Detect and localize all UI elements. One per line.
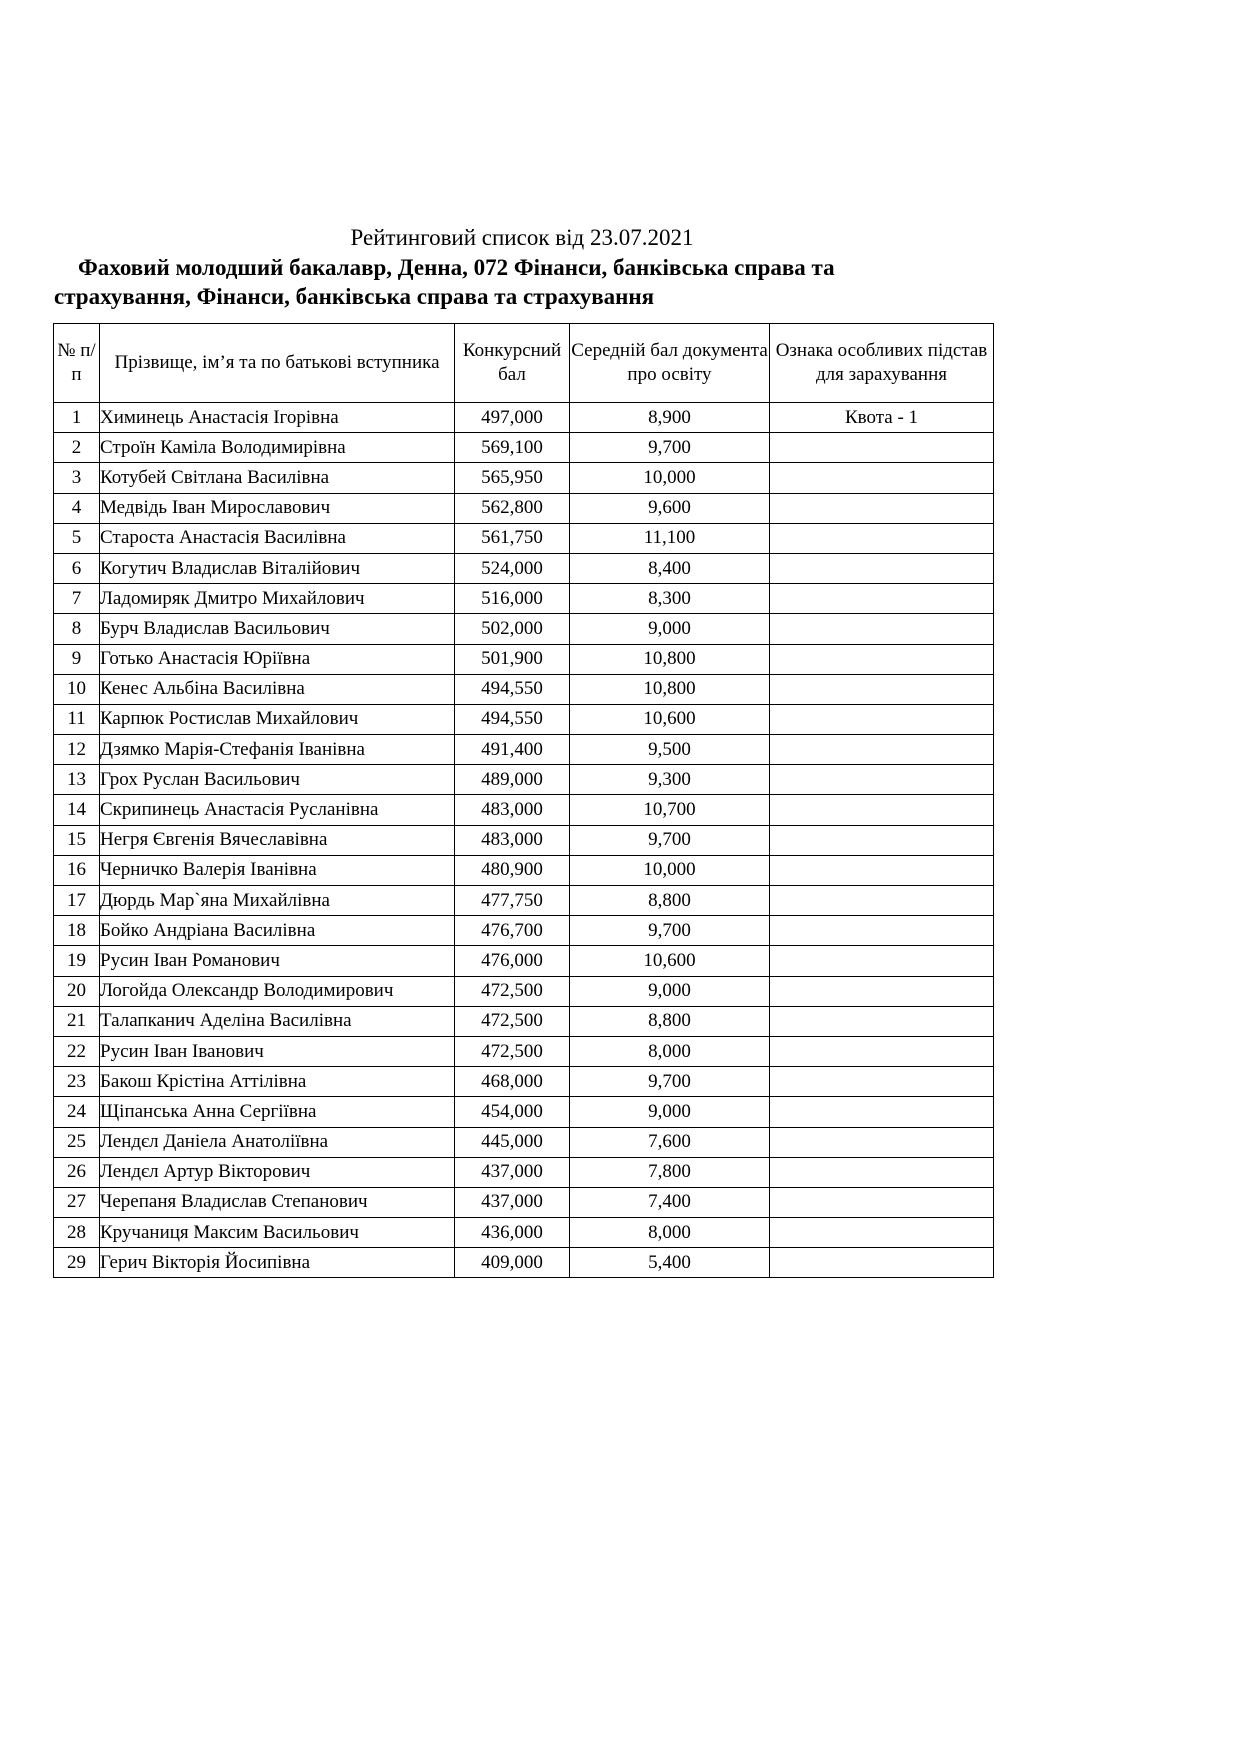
table-row: [54, 584, 994, 614]
cell-flag: [770, 1187, 994, 1217]
table-row: [54, 1187, 994, 1217]
cell-num: 17: [54, 886, 100, 916]
cell-flag: [770, 704, 994, 734]
cell-num: 24: [54, 1097, 100, 1127]
cell-avg: 9,700: [570, 1067, 770, 1097]
cell-name: Скрипинець Анастасія Русланівна: [100, 795, 455, 825]
cell-avg: 8,800: [570, 1006, 770, 1036]
cell-name: Староста Анастасія Василівна: [100, 523, 455, 553]
header-score: Конкурсний бал: [455, 324, 570, 403]
cell-flag: [770, 584, 994, 614]
table-row: [54, 855, 994, 885]
cell-avg: 10,800: [570, 674, 770, 704]
cell-name: Грох Руслан Васильович: [100, 765, 455, 795]
cell-num: 6: [54, 553, 100, 583]
document-subtitle: Фаховий молодший бакалавр, Денна, 072 Фінанси, банківська справа та страхування, Фінанси, банківська справа та страхування: [54, 255, 835, 309]
header-num: № п/п: [54, 324, 100, 403]
header-flag: Ознака особливих підстав для зарахування: [770, 324, 994, 403]
cell-score: 569,100: [455, 433, 570, 463]
cell-score: 491,400: [455, 735, 570, 765]
cell-flag: [770, 886, 994, 916]
rating-table-body: [54, 403, 994, 1278]
cell-num: 14: [54, 795, 100, 825]
table-row: [54, 403, 994, 433]
table-row: [54, 946, 994, 976]
cell-avg: 5,400: [570, 1248, 770, 1278]
header-avg: Середній бал документа про освіту: [570, 324, 770, 403]
cell-avg: 8,800: [570, 886, 770, 916]
cell-avg: 10,000: [570, 855, 770, 885]
cell-name: Строїн Каміла Володимирівна: [100, 433, 455, 463]
table-row: [54, 1157, 994, 1187]
cell-flag: [770, 614, 994, 644]
cell-name: Котубей Світлана Василівна: [100, 463, 455, 493]
cell-score: 516,000: [455, 584, 570, 614]
cell-flag: [770, 644, 994, 674]
cell-flag: [770, 523, 994, 553]
cell-avg: 8,900: [570, 403, 770, 433]
cell-num: 26: [54, 1157, 100, 1187]
cell-name: Когутич Владислав Віталійович: [100, 553, 455, 583]
cell-flag: [770, 463, 994, 493]
cell-score: 454,000: [455, 1097, 570, 1127]
cell-name: Химинець Анастасія Ігорівна: [100, 403, 455, 433]
table-row: [54, 614, 994, 644]
table-row: [54, 553, 994, 583]
cell-score: 524,000: [455, 553, 570, 583]
cell-score: 483,000: [455, 795, 570, 825]
cell-score: 437,000: [455, 1157, 570, 1187]
header-row: [54, 324, 994, 403]
cell-name: Кенес Альбіна Василівна: [100, 674, 455, 704]
cell-num: 2: [54, 433, 100, 463]
cell-flag: [770, 765, 994, 795]
cell-score: 437,000: [455, 1187, 570, 1217]
cell-num: 21: [54, 1006, 100, 1036]
cell-avg: 9,000: [570, 1097, 770, 1127]
cell-avg: 7,600: [570, 1127, 770, 1157]
cell-score: 561,750: [455, 523, 570, 553]
cell-num: 27: [54, 1187, 100, 1217]
cell-num: 23: [54, 1067, 100, 1097]
cell-num: 13: [54, 765, 100, 795]
cell-name: Дюрдь Мар`яна Михайлівна: [100, 886, 455, 916]
cell-name: Щіпанська Анна Сергіївна: [100, 1097, 455, 1127]
cell-num: 1: [54, 403, 100, 433]
cell-name: Лендєл Даніела Анатоліївна: [100, 1127, 455, 1157]
cell-score: 494,550: [455, 704, 570, 734]
cell-avg: 10,700: [570, 795, 770, 825]
cell-avg: 9,300: [570, 765, 770, 795]
cell-num: 16: [54, 855, 100, 885]
cell-score: 436,000: [455, 1218, 570, 1248]
cell-score: 445,000: [455, 1127, 570, 1157]
cell-flag: [770, 1127, 994, 1157]
rating-table: [53, 323, 994, 1278]
cell-num: 20: [54, 976, 100, 1006]
cell-score: 472,500: [455, 976, 570, 1006]
cell-name: Бурч Владислав Васильович: [100, 614, 455, 644]
cell-flag: [770, 1006, 994, 1036]
cell-name: Русин Іван Іванович: [100, 1036, 455, 1066]
cell-flag: [770, 1218, 994, 1248]
cell-num: 4: [54, 493, 100, 523]
cell-avg: 9,700: [570, 916, 770, 946]
cell-avg: 10,600: [570, 704, 770, 734]
cell-avg: 9,500: [570, 735, 770, 765]
cell-flag: [770, 825, 994, 855]
cell-score: 494,550: [455, 674, 570, 704]
document-title: Рейтинговий список від 23.07.2021: [350, 225, 694, 250]
table-row: [54, 523, 994, 553]
table-row: [54, 1218, 994, 1248]
cell-num: 28: [54, 1218, 100, 1248]
cell-avg: 9,600: [570, 493, 770, 523]
cell-num: 9: [54, 644, 100, 674]
cell-avg: 9,000: [570, 614, 770, 644]
cell-score: 476,700: [455, 916, 570, 946]
cell-name: Герич Вікторія Йосипівна: [100, 1248, 455, 1278]
table-row: [54, 674, 994, 704]
cell-avg: 8,000: [570, 1218, 770, 1248]
cell-num: 18: [54, 916, 100, 946]
table-row: [54, 1127, 994, 1157]
cell-score: 472,500: [455, 1006, 570, 1036]
table-row: [54, 704, 994, 734]
cell-score: 477,750: [455, 886, 570, 916]
table-row: [54, 1067, 994, 1097]
cell-score: 472,500: [455, 1036, 570, 1066]
table-row: [54, 886, 994, 916]
cell-name: Черепаня Владислав Степанович: [100, 1187, 455, 1217]
table-row: [54, 493, 994, 523]
cell-avg: 8,000: [570, 1036, 770, 1066]
cell-name: Бакош Крістіна Аттілівна: [100, 1067, 455, 1097]
cell-num: 7: [54, 584, 100, 614]
table-row: [54, 825, 994, 855]
cell-num: 5: [54, 523, 100, 553]
cell-name: Логойда Олександр Володимирович: [100, 976, 455, 1006]
cell-name: Кручаниця Максим Васильович: [100, 1218, 455, 1248]
header-name: Прізвище, ім’я та по батькові вступника: [100, 324, 455, 403]
cell-score: 483,000: [455, 825, 570, 855]
cell-name: Готько Анастасія Юріївна: [100, 644, 455, 674]
cell-avg: 8,400: [570, 553, 770, 583]
cell-flag: [770, 1067, 994, 1097]
cell-flag: [770, 433, 994, 463]
cell-avg: 9,700: [570, 825, 770, 855]
cell-flag: Квота - 1: [770, 403, 994, 433]
table-row: [54, 916, 994, 946]
cell-flag: [770, 855, 994, 885]
cell-flag: [770, 1097, 994, 1127]
cell-flag: [770, 674, 994, 704]
table-row: [54, 463, 994, 493]
cell-avg: 9,000: [570, 976, 770, 1006]
cell-num: 19: [54, 946, 100, 976]
cell-num: 25: [54, 1127, 100, 1157]
cell-num: 29: [54, 1248, 100, 1278]
table-row: [54, 433, 994, 463]
table-row: [54, 735, 994, 765]
cell-num: 3: [54, 463, 100, 493]
cell-avg: 10,800: [570, 644, 770, 674]
cell-score: 476,000: [455, 946, 570, 976]
cell-num: 11: [54, 704, 100, 734]
cell-num: 15: [54, 825, 100, 855]
cell-flag: [770, 1248, 994, 1278]
table-row: [54, 765, 994, 795]
cell-name: Негря Євгенія Вячеславівна: [100, 825, 455, 855]
cell-name: Черничко Валерія Іванівна: [100, 855, 455, 885]
cell-score: 501,900: [455, 644, 570, 674]
cell-name: Карпюк Ростислав Михайлович: [100, 704, 455, 734]
cell-flag: [770, 946, 994, 976]
cell-flag: [770, 493, 994, 523]
cell-score: 562,800: [455, 493, 570, 523]
cell-flag: [770, 976, 994, 1006]
table-row: [54, 1006, 994, 1036]
cell-name: Русин Іван Романович: [100, 946, 455, 976]
table-row: [54, 1097, 994, 1127]
cell-name: Ладомиряк Дмитро Михайлович: [100, 584, 455, 614]
cell-num: 10: [54, 674, 100, 704]
table-row: [54, 1248, 994, 1278]
cell-flag: [770, 735, 994, 765]
cell-avg: 10,600: [570, 946, 770, 976]
rating-table-header: [54, 324, 994, 403]
cell-avg: 11,100: [570, 523, 770, 553]
cell-score: 409,000: [455, 1248, 570, 1278]
cell-avg: 7,400: [570, 1187, 770, 1217]
cell-name: Лендєл Артур Вікторович: [100, 1157, 455, 1187]
table-row: [54, 976, 994, 1006]
cell-num: 12: [54, 735, 100, 765]
table-row: [54, 1036, 994, 1066]
cell-flag: [770, 1036, 994, 1066]
cell-avg: 9,700: [570, 433, 770, 463]
cell-name: Медвідь Іван Мирославович: [100, 493, 455, 523]
cell-score: 489,000: [455, 765, 570, 795]
cell-avg: 10,000: [570, 463, 770, 493]
cell-num: 22: [54, 1036, 100, 1066]
cell-flag: [770, 795, 994, 825]
cell-flag: [770, 1157, 994, 1187]
table-row: [54, 795, 994, 825]
cell-avg: 7,800: [570, 1157, 770, 1187]
cell-score: 565,950: [455, 463, 570, 493]
cell-name: Бойко Андріана Василівна: [100, 916, 455, 946]
cell-score: 468,000: [455, 1067, 570, 1097]
cell-flag: [770, 553, 994, 583]
cell-avg: 8,300: [570, 584, 770, 614]
cell-flag: [770, 916, 994, 946]
table-row: [54, 644, 994, 674]
cell-score: 502,000: [455, 614, 570, 644]
cell-score: 497,000: [455, 403, 570, 433]
cell-num: 8: [54, 614, 100, 644]
cell-score: 480,900: [455, 855, 570, 885]
cell-name: Талапканич Аделіна Василівна: [100, 1006, 455, 1036]
cell-name: Дзямко Марія-Стефанія Іванівна: [100, 735, 455, 765]
